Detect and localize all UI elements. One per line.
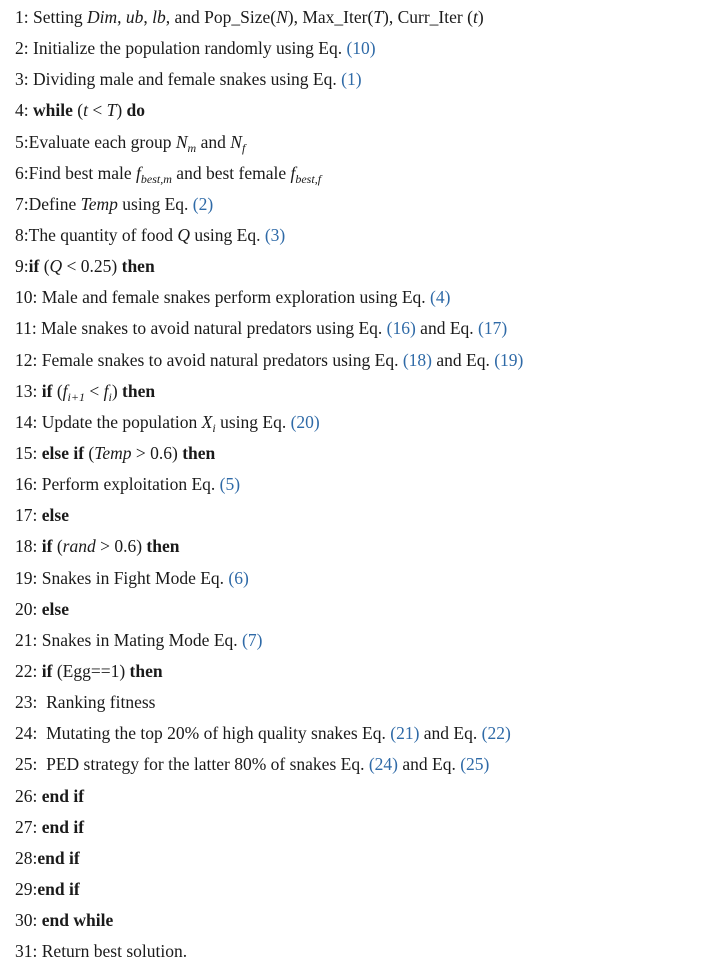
line-number: 19: bbox=[15, 567, 38, 588]
math-symbol: f bbox=[136, 162, 141, 183]
keyword: if bbox=[37, 380, 53, 401]
line-number: 8: bbox=[15, 224, 29, 245]
keyword: do bbox=[126, 100, 145, 121]
line-text: ) bbox=[116, 100, 127, 121]
math-symbol: Temp bbox=[80, 193, 118, 214]
algorithm-line bbox=[15, 749, 723, 780]
algorithm-line bbox=[15, 874, 723, 905]
line-number: 27: bbox=[15, 816, 38, 837]
line-text: using Eq. bbox=[215, 411, 291, 432]
line-text: < bbox=[87, 100, 107, 121]
subscript: f bbox=[241, 140, 246, 155]
algorithm-line bbox=[15, 189, 723, 220]
algorithm-line bbox=[15, 718, 723, 749]
subscript: best,m bbox=[140, 171, 172, 186]
line-text: Dividing male and female snakes using Eq. bbox=[28, 69, 342, 90]
equation-reference: (18) bbox=[402, 349, 432, 370]
math-symbol: rand bbox=[62, 536, 96, 557]
line-number: 10: bbox=[15, 287, 38, 308]
line-text: Initialize the population randomly using Eq. bbox=[28, 38, 347, 59]
line-text: PED strategy for the latter 80% of snakes Eq. bbox=[37, 754, 369, 775]
equation-reference: (3) bbox=[264, 224, 286, 245]
keyword: if bbox=[37, 536, 53, 557]
math-symbol: X bbox=[201, 411, 213, 432]
line-number: 12: bbox=[15, 349, 38, 370]
math-symbol: Q bbox=[49, 256, 63, 277]
keyword: end while bbox=[37, 910, 114, 931]
algorithm-line bbox=[15, 781, 723, 812]
keyword: else bbox=[37, 598, 69, 619]
line-number: 15: bbox=[15, 442, 38, 463]
equation-reference: (7) bbox=[242, 629, 263, 650]
line-number: 5: bbox=[15, 131, 29, 152]
line-text: Update the population bbox=[37, 411, 202, 432]
algorithm-line bbox=[15, 687, 723, 718]
algorithm-line bbox=[15, 905, 723, 936]
keyword: then bbox=[121, 256, 155, 277]
line-text: using Eq. bbox=[117, 193, 193, 214]
line-text: Mutating the top 20% of high quality snakes Eq. bbox=[37, 723, 391, 744]
line-number: 9: bbox=[15, 256, 29, 277]
line-number: 23: bbox=[15, 692, 38, 713]
line-text: and Eq. bbox=[419, 723, 482, 744]
line-number: 21: bbox=[15, 629, 38, 650]
line-text: ( bbox=[39, 256, 50, 277]
algorithm-line bbox=[15, 282, 723, 313]
keyword: else if bbox=[37, 442, 85, 463]
line-text: < bbox=[84, 380, 104, 401]
algorithm-line bbox=[15, 407, 723, 438]
subscript: i+1 bbox=[67, 389, 85, 404]
line-text: ) bbox=[111, 380, 123, 401]
line-number: 17: bbox=[15, 505, 38, 526]
keyword: while bbox=[28, 100, 73, 121]
line-text: Evaluate each group bbox=[28, 131, 176, 152]
line-number: 14: bbox=[15, 411, 38, 432]
line-number: 6: bbox=[15, 162, 29, 183]
line-number: 16: bbox=[15, 474, 38, 495]
subscript: i bbox=[108, 389, 112, 404]
line-text: Female snakes to avoid natural predators using Eq. bbox=[37, 349, 403, 370]
line-text: ( bbox=[72, 100, 84, 121]
algorithm-line bbox=[15, 438, 723, 469]
algorithm-line bbox=[15, 95, 723, 126]
equation-reference: (16) bbox=[386, 318, 416, 339]
line-text: Perform exploitation Eq. bbox=[37, 474, 220, 495]
math-symbol: N bbox=[276, 7, 288, 27]
math-symbol: T bbox=[373, 7, 384, 27]
math-symbol: Temp bbox=[94, 442, 132, 463]
equation-reference: (19) bbox=[494, 349, 524, 370]
algorithm-line bbox=[15, 64, 723, 95]
line-number: 31: bbox=[15, 941, 38, 962]
line-number: 20: bbox=[15, 598, 38, 619]
equation-reference: (1) bbox=[341, 69, 362, 90]
line-text: Define bbox=[28, 193, 81, 214]
algorithm-line bbox=[15, 33, 723, 64]
equation-reference: (6) bbox=[228, 567, 249, 588]
line-text: , and Pop_Size( bbox=[165, 7, 277, 27]
line-text: ( bbox=[52, 536, 63, 557]
equation-reference: (24) bbox=[368, 754, 398, 775]
subscript: i bbox=[212, 420, 216, 435]
math-symbol: T bbox=[106, 100, 117, 121]
line-text: and bbox=[196, 131, 231, 152]
math-symbol: t bbox=[83, 100, 88, 121]
line-text: Find best male bbox=[28, 162, 137, 183]
keyword: if bbox=[37, 660, 53, 681]
line-number: 7: bbox=[15, 193, 29, 214]
line-text: The quantity of food bbox=[28, 224, 178, 245]
math-symbol: lb bbox=[152, 7, 166, 27]
line-text: and best female bbox=[171, 162, 291, 183]
line-number: 4: bbox=[15, 100, 29, 121]
equation-reference: (5) bbox=[219, 474, 241, 495]
line-text: and Eq. bbox=[432, 349, 495, 370]
algorithm-line bbox=[15, 563, 723, 594]
equation-reference: (4) bbox=[430, 287, 451, 308]
keyword: end if bbox=[37, 847, 80, 868]
equation-reference: (10) bbox=[346, 38, 376, 59]
line-number: 26: bbox=[15, 785, 38, 806]
line-text: , bbox=[143, 7, 153, 27]
algorithm-line bbox=[15, 220, 723, 251]
algorithm-line bbox=[15, 127, 723, 158]
line-text: , bbox=[117, 7, 126, 27]
line-text: Return best solution. bbox=[37, 941, 188, 962]
math-symbol: t bbox=[472, 7, 478, 27]
algorithm-line bbox=[15, 2, 723, 33]
line-text: > 0.6) bbox=[95, 536, 147, 557]
algorithm-line bbox=[15, 936, 723, 967]
line-number: 1: bbox=[15, 7, 29, 27]
math-symbol: Q bbox=[177, 224, 190, 245]
math-symbol: N bbox=[230, 131, 242, 152]
line-text: Snakes in Fight Mode Eq. bbox=[37, 567, 229, 588]
keyword: else bbox=[37, 505, 69, 526]
equation-reference: (22) bbox=[481, 723, 511, 744]
equation-reference: (20) bbox=[290, 411, 320, 432]
keyword: then bbox=[129, 660, 163, 681]
line-text: < 0.25) bbox=[62, 256, 122, 277]
keyword: then bbox=[122, 380, 156, 401]
algorithm-line bbox=[15, 812, 723, 843]
keyword: then bbox=[182, 442, 216, 463]
algorithm-line bbox=[15, 345, 723, 376]
line-text: ), Curr_Iter ( bbox=[383, 7, 473, 27]
algorithm-line bbox=[15, 500, 723, 531]
line-number: 2: bbox=[15, 38, 29, 59]
line-text: Male and female snakes perform exploration using Eq. bbox=[37, 287, 431, 308]
line-text: Ranking fitness bbox=[37, 692, 156, 713]
math-symbol: f bbox=[290, 162, 296, 183]
subscript: best,f bbox=[295, 171, 322, 186]
keyword: end if bbox=[37, 816, 85, 837]
math-symbol: N bbox=[175, 131, 188, 152]
math-symbol: f bbox=[103, 380, 109, 401]
keyword: end if bbox=[37, 878, 80, 899]
line-text: > 0.6) bbox=[131, 442, 183, 463]
line-text: using Eq. bbox=[189, 224, 265, 245]
math-symbol: Dim bbox=[86, 7, 118, 27]
math-symbol: ub bbox=[125, 7, 144, 27]
line-text: ( bbox=[84, 442, 95, 463]
algorithm-line bbox=[15, 313, 723, 344]
algorithm-line bbox=[15, 843, 723, 874]
algorithm-line bbox=[15, 469, 723, 500]
algorithm-line bbox=[15, 656, 723, 687]
line-text: (Egg==1) bbox=[52, 660, 130, 681]
line-number: 25: bbox=[15, 754, 38, 775]
line-number: 3: bbox=[15, 69, 29, 90]
line-number: 24: bbox=[15, 723, 38, 744]
line-text: ( bbox=[52, 380, 63, 401]
algorithm-line bbox=[15, 376, 723, 407]
math-symbol: f bbox=[62, 380, 68, 401]
line-number: 13: bbox=[15, 380, 38, 401]
algorithm-line bbox=[15, 625, 723, 656]
equation-reference: (21) bbox=[390, 723, 420, 744]
equation-reference: (2) bbox=[192, 193, 214, 214]
line-number: 29: bbox=[15, 878, 38, 899]
line-text: Male snakes to avoid natural predators using Eq. bbox=[36, 318, 387, 339]
line-number: 18: bbox=[15, 536, 38, 557]
line-text: ), Max_Iter( bbox=[287, 7, 374, 27]
equation-reference: (25) bbox=[460, 754, 490, 775]
line-text: ) bbox=[477, 7, 484, 27]
line-number: 11: bbox=[15, 318, 37, 339]
algorithm-line bbox=[15, 531, 723, 562]
line-number: 30: bbox=[15, 910, 38, 931]
line-text: and Eq. bbox=[415, 318, 479, 339]
keyword: if bbox=[28, 256, 40, 277]
algorithm-line bbox=[15, 594, 723, 625]
keyword: then bbox=[146, 536, 180, 557]
equation-reference: (17) bbox=[478, 318, 508, 339]
keyword: end if bbox=[37, 785, 85, 806]
line-text: Setting bbox=[28, 7, 87, 27]
line-text: Snakes in Mating Mode Eq. bbox=[37, 629, 243, 650]
subscript: m bbox=[187, 140, 197, 155]
line-number: 28: bbox=[15, 847, 38, 868]
algorithm-line bbox=[15, 251, 723, 282]
line-text: and Eq. bbox=[397, 754, 461, 775]
line-number: 22: bbox=[15, 660, 38, 681]
algorithm-line bbox=[15, 158, 723, 189]
